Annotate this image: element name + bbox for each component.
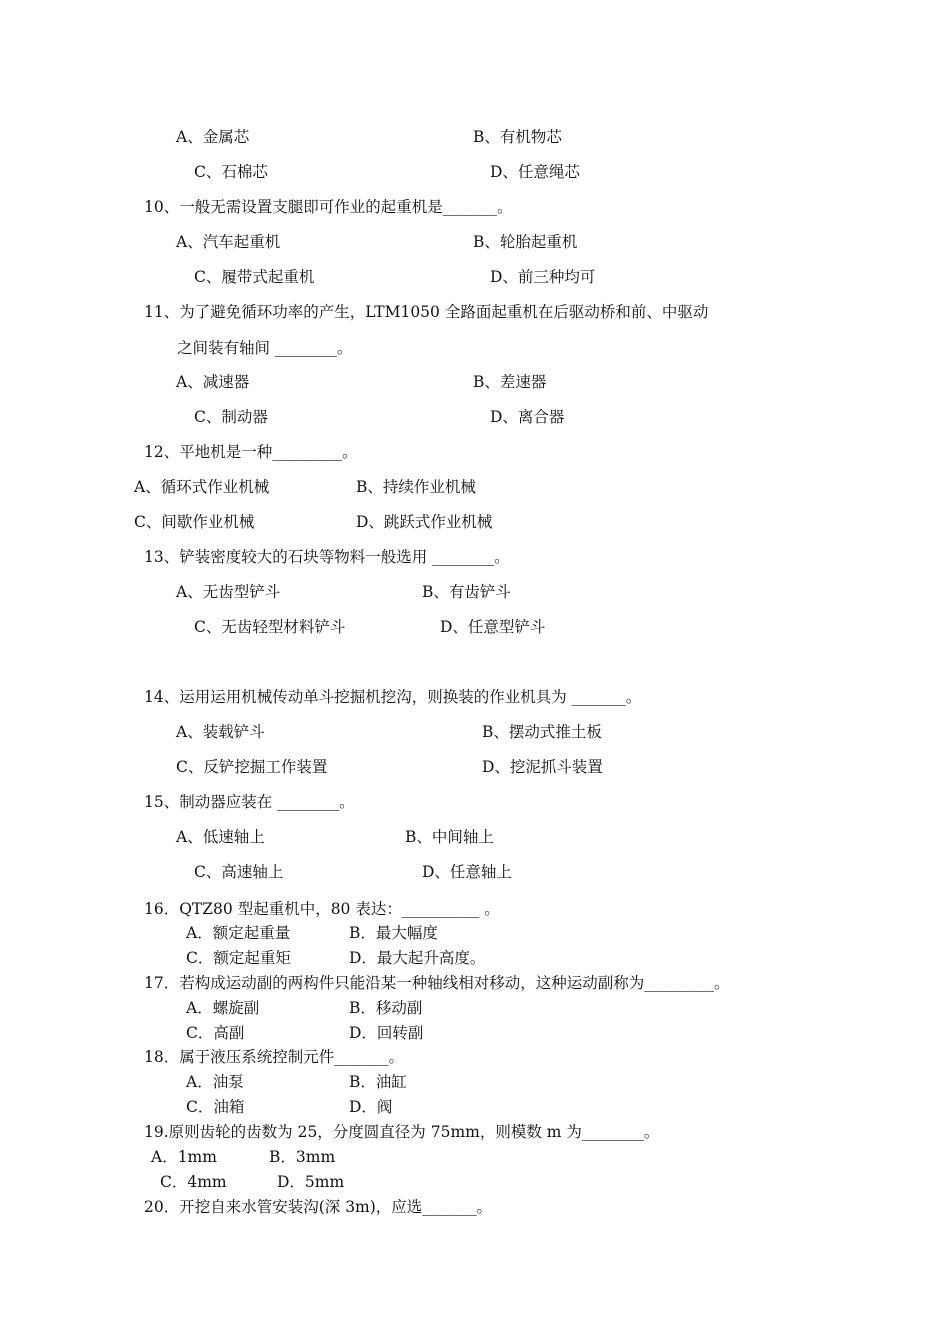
option-text: B、持续作业机械 bbox=[356, 478, 476, 496]
option-text: C、反铲挖掘工作装置 bbox=[176, 758, 328, 776]
option-text: C、履带式起重机 bbox=[194, 268, 315, 286]
option-text: B、有机物芯 bbox=[473, 128, 562, 146]
question-text: 之间装有轴间 ________。 bbox=[177, 339, 353, 357]
option-text: B．油缸 bbox=[349, 1073, 407, 1091]
option-text: D、跳跃式作业机械 bbox=[356, 513, 493, 531]
question-text: 14、运用运用机械传动单斗挖掘机挖沟，则换装的作业机具为 _______。 bbox=[144, 688, 642, 706]
question-text: 12、平地机是一种_________。 bbox=[144, 443, 358, 461]
option-text: A、循环式作业机械 bbox=[134, 478, 270, 496]
option-text: B．移动副 bbox=[349, 999, 423, 1017]
option-text: A、金属芯 bbox=[176, 128, 250, 146]
option-text: C．额定起重矩 bbox=[186, 949, 291, 967]
option-text: A、装载铲斗 bbox=[176, 723, 265, 741]
option-text: D、前三种均可 bbox=[490, 268, 596, 286]
question-text: 15、制动器应装在 ________。 bbox=[144, 793, 355, 811]
question-text: 13、铲装密度较大的石块等物料一般选用 ________。 bbox=[144, 548, 510, 566]
option-text: B、差速器 bbox=[473, 373, 547, 391]
option-text: B、轮胎起重机 bbox=[473, 233, 578, 251]
question-text: 11、为了避免循环功率的产生，LTM1050 全路面起重机在后驱动桥和前、中驱动 bbox=[144, 303, 709, 321]
option-text: A．螺旋副 bbox=[186, 999, 260, 1017]
option-text: A．1mm bbox=[151, 1148, 217, 1166]
option-text: D、挖泥抓斗装置 bbox=[482, 758, 603, 776]
option-text: A、减速器 bbox=[176, 373, 250, 391]
option-text: C、制动器 bbox=[194, 408, 268, 426]
question-text: 16．QTZ80 型起重机中，80 表达：__________ 。 bbox=[144, 900, 500, 918]
option-text: B．最大幅度 bbox=[349, 924, 438, 942]
option-text: B、中间轴上 bbox=[405, 828, 494, 846]
option-text: A、无齿型铲斗 bbox=[176, 583, 281, 601]
option-text: D．阀 bbox=[349, 1098, 393, 1116]
option-text: A、汽车起重机 bbox=[176, 233, 281, 251]
option-text: D、任意型铲斗 bbox=[440, 618, 546, 636]
option-text: B．3mm bbox=[269, 1148, 336, 1166]
option-text: D、任意绳芯 bbox=[490, 163, 580, 181]
option-text: A．额定起重量 bbox=[186, 924, 291, 942]
option-text: C．油箱 bbox=[186, 1098, 245, 1116]
option-text: A、低速轴上 bbox=[176, 828, 265, 846]
option-text: A．油泵 bbox=[186, 1073, 244, 1091]
option-text: C．4mm bbox=[160, 1173, 227, 1191]
option-text: D、离合器 bbox=[490, 408, 565, 426]
option-text: D．最大起升高度。 bbox=[349, 949, 486, 967]
option-text: B、有齿铲斗 bbox=[422, 583, 511, 601]
option-text: C、无齿轻型材料铲斗 bbox=[194, 618, 346, 636]
option-text: D．5mm bbox=[277, 1173, 345, 1191]
option-text: D．回转副 bbox=[349, 1024, 424, 1042]
question-text: 17．若构成运动副的两构件只能沿某一种轴线相对移动，这种运动副称为_________。 bbox=[144, 974, 730, 992]
question-text: 18．属于液压系统控制元件_______。 bbox=[144, 1048, 404, 1066]
question-text: 20．开挖自来水管安装沟(深 3m)，应选_______。 bbox=[144, 1198, 493, 1216]
option-text: D、任意轴上 bbox=[422, 863, 512, 881]
option-text: C．高副 bbox=[186, 1024, 245, 1042]
question-text: 19.原则齿轮的齿数为 25，分度圆直径为 75mm，则模数 m 为________。 bbox=[144, 1123, 660, 1141]
question-text: 10、一般无需设置支腿即可作业的起重机是_______。 bbox=[144, 198, 513, 216]
option-text: C、石棉芯 bbox=[194, 163, 268, 181]
option-text: B、摆动式推土板 bbox=[482, 723, 602, 741]
option-text: C、间歇作业机械 bbox=[134, 513, 255, 531]
option-text: C、高速轴上 bbox=[194, 863, 284, 881]
